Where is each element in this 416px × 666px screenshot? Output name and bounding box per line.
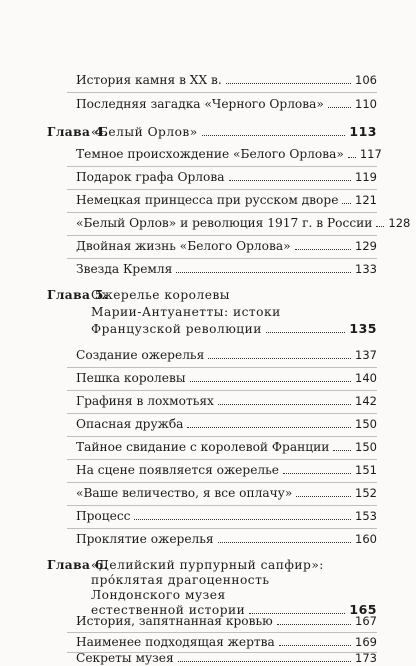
toc-entry[interactable]	[76, 370, 377, 386]
entry-page: 152	[355, 486, 377, 500]
chapter-title-line	[91, 587, 377, 603]
entry-divider	[67, 212, 377, 213]
chapter-number: Глава 5.	[47, 288, 109, 302]
dot-leader	[218, 542, 351, 543]
entry-divider	[67, 528, 377, 529]
dot-leader	[279, 645, 351, 646]
entry-page: 117	[359, 147, 382, 161]
chapter-number: Глава 6.	[47, 558, 109, 572]
dot-leader	[295, 249, 351, 250]
chapter-title: Лондонского музея	[91, 588, 226, 602]
entry-divider	[67, 632, 377, 633]
chapter-title-line	[91, 321, 377, 337]
toc-entry[interactable]	[76, 613, 377, 629]
entry-page: 129	[355, 239, 377, 253]
entry-title: На сцене появляется ожерелье	[76, 463, 280, 477]
dot-leader	[376, 226, 384, 227]
dot-leader	[328, 107, 351, 108]
entry-title: Подарок графа Орлова	[76, 170, 225, 184]
toc-entry[interactable]	[76, 215, 411, 231]
chapter-number: Глава 4.	[47, 125, 109, 139]
toc-entry[interactable]	[76, 508, 377, 524]
dot-leader	[226, 83, 351, 84]
toc-entry[interactable]	[76, 238, 377, 254]
toc-entry[interactable]	[76, 169, 377, 185]
entry-page: 150	[355, 440, 377, 454]
dot-leader	[208, 358, 351, 359]
chapter-page: 135	[349, 321, 377, 336]
entry-title: Секреты музея	[76, 651, 174, 665]
entry-page: 133	[355, 262, 377, 276]
toc-entry[interactable]	[76, 146, 382, 162]
entry-title: Наименее подходящая жертва	[76, 635, 275, 649]
toc-entry[interactable]	[76, 347, 377, 363]
chapter-title-line	[91, 287, 377, 303]
entry-divider	[67, 235, 377, 236]
entry-divider	[67, 258, 377, 259]
entry-divider	[67, 413, 377, 414]
entry-title: Звезда Кремля	[76, 262, 173, 276]
entry-divider	[67, 390, 377, 391]
chapter-title-line	[91, 304, 377, 320]
chapter-title-line	[91, 557, 377, 573]
entry-title: «Белый Орлов» и революция 1917 г. в России	[76, 216, 373, 230]
toc-entry[interactable]	[76, 531, 377, 547]
toc-entry[interactable]	[76, 72, 377, 88]
entry-divider	[67, 505, 377, 506]
entry-page: 110	[355, 97, 377, 111]
chapter-title: «Белый Орлов»	[91, 125, 198, 139]
toc-entry[interactable]	[76, 261, 377, 277]
chapter-title: Французской революции	[91, 322, 262, 336]
entry-page: 160	[355, 532, 377, 546]
entry-page: 151	[355, 463, 377, 477]
entry-title: Последняя загадка «Черного Орлова»	[76, 97, 324, 111]
entry-title: Графиня в лохмотьях	[76, 394, 214, 408]
dot-leader	[348, 157, 356, 158]
entry-divider	[67, 459, 377, 460]
entry-title: Процесс	[76, 509, 131, 523]
entry-page: 121	[355, 193, 377, 207]
chapter-title: про́клятая драгоценность	[91, 573, 270, 587]
entry-page: 119	[355, 170, 377, 184]
entry-title: Проклятие ожерелья	[76, 532, 214, 546]
toc-entry[interactable]	[76, 393, 377, 409]
toc-entry[interactable]	[76, 650, 377, 666]
entry-title: История камня в XX в.	[76, 73, 222, 87]
dot-leader	[283, 473, 351, 474]
entry-page: 169	[355, 635, 377, 649]
entry-divider	[67, 92, 377, 93]
entry-page: 173	[355, 651, 377, 665]
chapter-page: 165	[349, 602, 377, 617]
toc-entry[interactable]	[76, 192, 377, 208]
dot-leader	[187, 427, 351, 428]
dot-leader	[134, 519, 351, 520]
dot-leader	[202, 135, 346, 136]
dot-leader	[277, 624, 351, 625]
entry-title: Пешка королевы	[76, 371, 186, 385]
entry-title: История, запятнанная кровью	[76, 614, 273, 628]
entry-divider	[67, 367, 377, 368]
entry-title: Двойная жизнь «Белого Орлова»	[76, 239, 291, 253]
entry-page: 142	[355, 394, 377, 408]
chapter-title: естественной истории	[91, 603, 246, 617]
entry-title: Создание ожерелья	[76, 348, 205, 362]
dot-leader	[342, 203, 351, 204]
dot-leader	[190, 381, 352, 382]
toc-entry[interactable]	[76, 96, 377, 112]
toc-entry[interactable]	[76, 416, 377, 432]
entry-title: Темное происхождение «Белого Орлова»	[76, 147, 344, 161]
toc-entry[interactable]	[76, 485, 377, 501]
dot-leader	[178, 661, 351, 662]
entry-title: Тайное свидание с королевой Франции	[76, 440, 330, 454]
chapter-title: «Делийский пурпурный сапфир»:	[91, 558, 324, 572]
dot-leader	[266, 332, 346, 333]
chapter-page: 113	[349, 124, 377, 139]
entry-divider	[67, 482, 377, 483]
chapter-title-line	[91, 124, 377, 140]
entry-page: 106	[355, 73, 377, 87]
dot-leader	[333, 450, 351, 451]
entry-page: 167	[355, 614, 377, 628]
dot-leader	[176, 272, 351, 273]
entry-page: 137	[355, 348, 377, 362]
dot-leader	[218, 404, 351, 405]
toc-entry[interactable]	[76, 439, 377, 455]
chapter-4-heading[interactable]	[47, 124, 377, 140]
entry-divider	[67, 166, 377, 167]
chapter-title: Ожерелье королевы	[91, 288, 231, 302]
entry-page: 153	[355, 509, 377, 523]
chapter-5-heading[interactable]	[47, 287, 377, 339]
entry-page: 150	[355, 417, 377, 431]
entry-title: Немецкая принцесса при русском дворе	[76, 193, 339, 207]
toc-entry[interactable]	[76, 462, 377, 478]
dot-leader	[296, 496, 351, 497]
entry-page: 140	[355, 371, 377, 385]
entry-page: 128	[388, 216, 411, 230]
toc-entry[interactable]	[76, 634, 377, 650]
entry-title: «Ваше величество, я все оплачу»	[76, 486, 293, 500]
chapter-title: Марии-Антуанетты: истоки	[91, 305, 281, 319]
entry-divider	[67, 189, 377, 190]
dot-leader	[229, 180, 352, 181]
entry-divider	[67, 436, 377, 437]
chapter-title-line	[91, 572, 377, 588]
entry-title: Опасная дружба	[76, 417, 184, 431]
